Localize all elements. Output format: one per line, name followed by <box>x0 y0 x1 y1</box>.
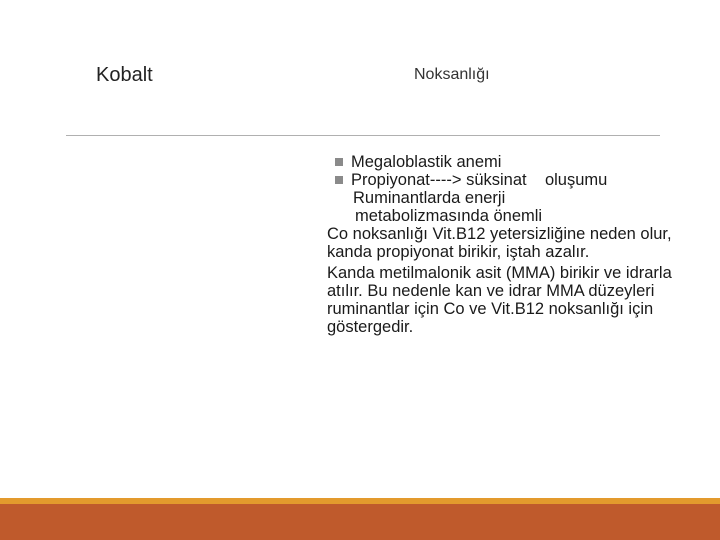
bullet-item <box>327 171 712 189</box>
divider-line <box>66 135 660 136</box>
paragraph-text: Kanda metilmalonik asit (MMA) birikir ve idrarla atılır. Bu nedenle kan ve idrar MMA düzeyleri ruminantlar için Co ve Vit.B12 noksanlığı için göstergedir. <box>327 264 672 336</box>
paragraph-text: Co noksanlığı Vit.B12 yetersizliğine neden olur, kanda propiyonat birikir, iştah azalır. <box>327 225 672 261</box>
footer-stripe <box>0 498 720 504</box>
square-bullet-icon <box>335 158 343 166</box>
bullet-continuation: metabolizmasında önemli <box>355 207 543 225</box>
bullet-text: Megaloblastik anemi <box>351 153 502 171</box>
slide-subtitle: Noksanlığı <box>414 66 490 83</box>
footer-bar <box>0 498 720 540</box>
bullet-text: Propiyonat----> süksinat oluşumu <box>351 171 608 189</box>
content-body <box>327 153 712 336</box>
bullet-continuation: Ruminantlarda enerji <box>353 189 506 207</box>
slide-title: Kobalt <box>96 64 153 86</box>
bullet-item <box>327 153 712 171</box>
square-bullet-icon <box>335 176 343 184</box>
